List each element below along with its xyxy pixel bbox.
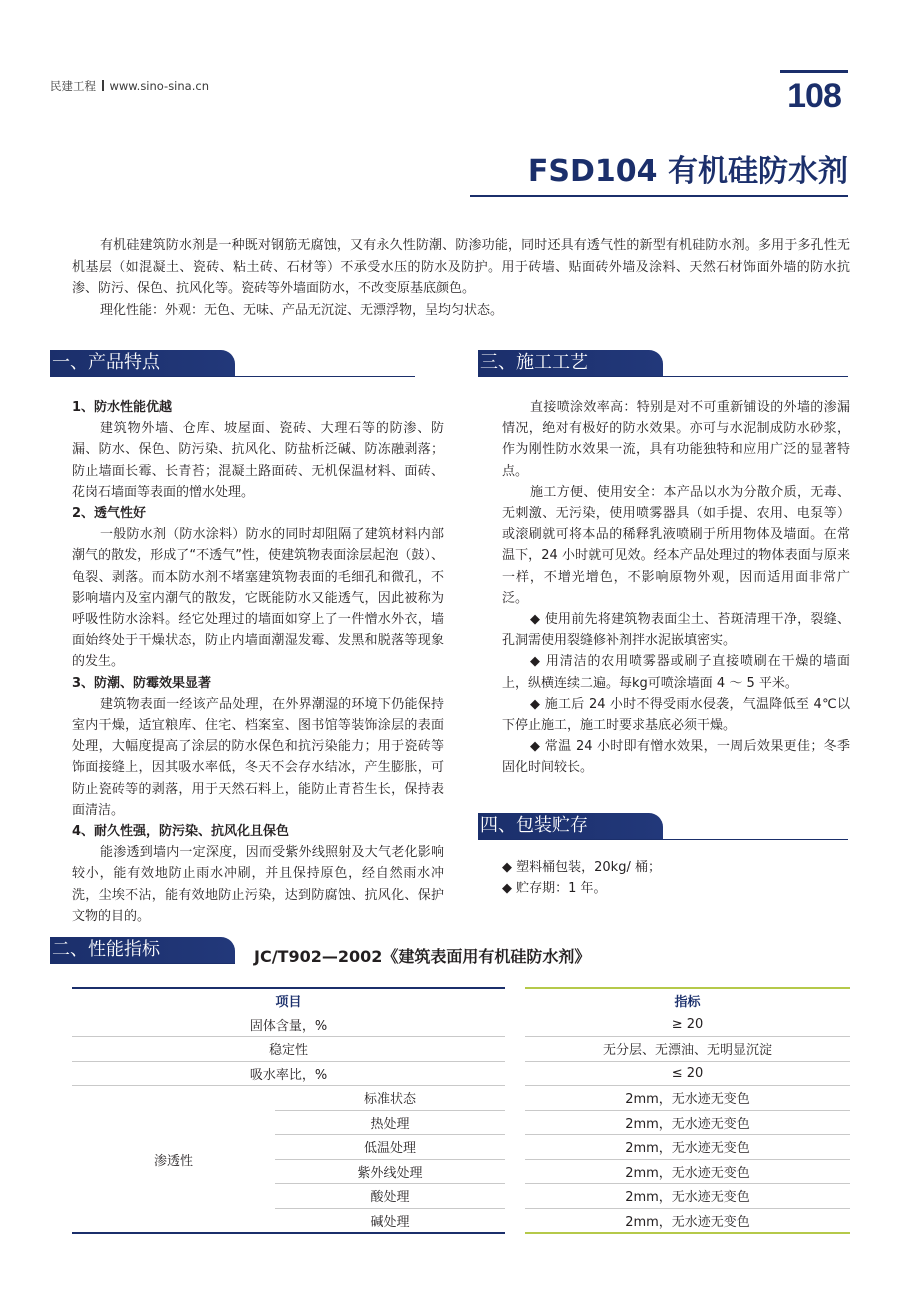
value-cell: ≥ 20 (525, 1013, 850, 1037)
section-construction (478, 350, 848, 377)
item-cell: 固体含量，% (72, 1013, 505, 1037)
feature-text: 建筑物外墙、仓库、坡屋面、瓷砖、大理石等的防渗、防漏、防水、保色、防污染、抗风化、防盐析泛碱、防冻融剥落；防止墙面长霉、长青苔；混凝土路面砖、无机保温材料、面砖、花岗石墙面等表面的憎水处理。 (72, 421, 444, 500)
table-row (72, 1061, 850, 1086)
section-rule (50, 963, 235, 964)
page-title: FSD104 有机硅防水剂 (527, 154, 848, 189)
column-gap (505, 1135, 525, 1160)
construction-bullet: ◆ 用清洁的农用喷雾器或刷子直接喷刷在干燥的墙面上，纵横连续二遍。每kg可喷涂墙面 4 ～ 5 平米。 (502, 654, 850, 691)
value-cell: ≤ 20 (525, 1061, 850, 1086)
table-row (72, 1037, 850, 1062)
page-number-bar (780, 70, 848, 73)
construction-bullet: ◆ 施工后 24 小时不得受雨水侵袭，气温降低至 4℃以下停止施工，施工时要求基底必须干燥。 (502, 696, 850, 734)
feature-text: 建筑物表面一经该产品处理，在外界潮湿的环境下仍能保持室内干燥，适宜粮库、住宅、档案室、图书馆等装饰涂层的表面处理，大幅度提高了涂层的防水保色和抗污染能力；用于瓷砖等饰面接缝上，因其吸水率低，冬天不会存水结冰，产生膨胀，可防止瓷砖等的剥落，用于天然石料上，能防止青苔生长，保持表面清洁。 (72, 696, 444, 818)
column-gap (505, 1159, 525, 1184)
value-cell: 2mm，无水迹无变色 (525, 1184, 850, 1209)
value-cell: 2mm，无水迹无变色 (525, 1110, 850, 1135)
column-gap (505, 1013, 525, 1037)
section-performance (50, 937, 235, 964)
intro-paragraph: 有机硅建筑防水剂是一种既对钢筋无腐蚀，又有永久性防潮、防渗功能，同时还具有透气性的新型有机硅防水剂。多用于多孔性无机基层（如混凝土、瓷砖、粘土砖、石材等）不承受水压的防水及防护。用于砖墙、贴面砖外墙及涂料、天然石材饰面外墙的防水抗渗、防污、保色、抗风化等。瓷砖等外墙面防水，不改变原基底颜色。 (72, 238, 850, 296)
feature-title: 3、防潮、防霉效果显著 (72, 675, 212, 691)
construction-paragraph: 直接喷涂效率高：特别是对不可重新铺设的外墙的渗漏情况，绝对有极好的防水效果。亦可与水泥制成防水砂浆，作为刚性防水效果一流，具有功能独特和应用广泛的显著特点。 (502, 400, 850, 479)
packaging-bullet: ◆ 贮存期：1 年。 (502, 881, 607, 897)
item-cell: 吸水率比，% (72, 1061, 505, 1086)
column-gap (505, 1037, 525, 1062)
section-heading: 三、施工工艺 (478, 350, 663, 376)
column-gap (505, 1086, 525, 1111)
section-rule (50, 376, 415, 377)
feature-title: 4、耐久性强，防污染、抗风化且保色 (72, 824, 290, 840)
column-header-item: 项目 (72, 988, 505, 1013)
column-gap (505, 1184, 525, 1209)
section-rule (478, 839, 848, 840)
header-divider (102, 80, 104, 91)
section-heading: 二、性能指标 (50, 937, 235, 963)
running-header (50, 78, 209, 94)
table-row (72, 1086, 850, 1111)
page-number: 108 (787, 77, 841, 115)
title-underline (470, 195, 848, 197)
value-cell: 2mm，无水迹无变色 (525, 1208, 850, 1233)
value-cell: 无分层、无漂油、无明显沉淀 (525, 1037, 850, 1062)
column-gap (505, 1110, 525, 1135)
group-label-cell: 渗透性 (72, 1086, 275, 1234)
website-link[interactable]: www.sino-sina.cn (109, 79, 209, 93)
item-cell: 稳定性 (72, 1037, 505, 1062)
feature-text: 一般防水剂（防水涂料）防水的同时却阻隔了建筑材料内部潮气的散发，形成了“不透气”性，使建筑物表面涂层起泡（鼓）、龟裂、剥落。而本防水剂不堵塞建筑物表面的毛细孔和微孔，不影响墙内及室内潮气的散发，它既能防水又能透气，因此被称为呼吸性防水涂料。经它处理过的墙面如穿上了一件憎水外衣，墙面始终处于干燥状态，防止内墙面潮湿发霉、发黑和脱落等现象的发生。 (72, 527, 444, 670)
value-cell: 2mm，无水迹无变色 (525, 1135, 850, 1160)
sub-item-cell: 热处理 (275, 1110, 505, 1135)
column-gap (505, 988, 525, 1013)
table-header-row (72, 988, 850, 1013)
column-gap (505, 1208, 525, 1233)
feature-title: 2、透气性好 (72, 506, 147, 522)
feature-text: 能渗透到墙内一定深度，因而受紫外线照射及大气老化影响较小，能有效地防止雨水冲刷，并且保持原色，经自然雨水冲洗，尘埃不沾，能有效地防止污染，达到防腐蚀、抗风化、保护文物的目的。 (72, 845, 444, 924)
construction-paragraph: 施工方便、使用安全：本产品以水为分散介质，无毒、无刺激、无污染，使用喷雾器具（如手提、农用、电泵等）或滚刷就可将本品的稀释乳液喷刷于所用物体及墙面。在常温下，24 小时就可见效。经本产品处理过的物体表面与原来一样，不增光增色，不影响原物外观，因而适用面非常广泛。 (502, 484, 850, 606)
construction-bullet: ◆ 使用前先将建筑物表面尘土、苔斑清理干净，裂缝、孔洞需使用裂缝修补剂拌水泥嵌填密实。 (502, 612, 850, 649)
section-rule (478, 376, 848, 377)
construction-body (502, 397, 850, 779)
section-product-features (50, 350, 415, 377)
brand-name: 民建工程 (50, 79, 96, 93)
intro-paragraph: 理化性能：外观：无色、无味、产品无沉淀、无漂浮物，呈均匀状态。 (100, 302, 504, 318)
column-gap (505, 1061, 525, 1086)
value-cell: 2mm，无水迹无变色 (525, 1159, 850, 1184)
value-cell: 2mm，无水迹无变色 (525, 1086, 850, 1111)
sub-item-cell: 紫外线处理 (275, 1159, 505, 1184)
packaging-bullet: ◆ 塑料桶包装，20kg/ 桶； (502, 860, 661, 875)
sub-item-cell: 酸处理 (275, 1184, 505, 1209)
sub-item-cell: 低温处理 (275, 1135, 505, 1160)
packaging-body (502, 857, 850, 899)
column-header-value: 指标 (525, 988, 850, 1013)
sub-item-cell: 碱处理 (275, 1208, 505, 1233)
intro-text (72, 235, 850, 321)
spec-table (72, 987, 850, 1234)
feature-title: 1、防水性能优越 (72, 400, 173, 415)
standard-title: JC/T902—2002《建筑表面用有机硅防水剂》 (254, 947, 591, 966)
features-body (72, 397, 444, 927)
section-heading: 四、包装贮存 (478, 813, 663, 839)
table-row (72, 1013, 850, 1037)
sub-item-cell: 标准状态 (275, 1086, 505, 1111)
construction-bullet: ◆ 常温 24 小时即有憎水效果，一周后效果更佳；冬季固化时间较长。 (502, 739, 850, 776)
section-heading: 一、产品特点 (50, 350, 235, 376)
section-packaging (478, 813, 848, 840)
